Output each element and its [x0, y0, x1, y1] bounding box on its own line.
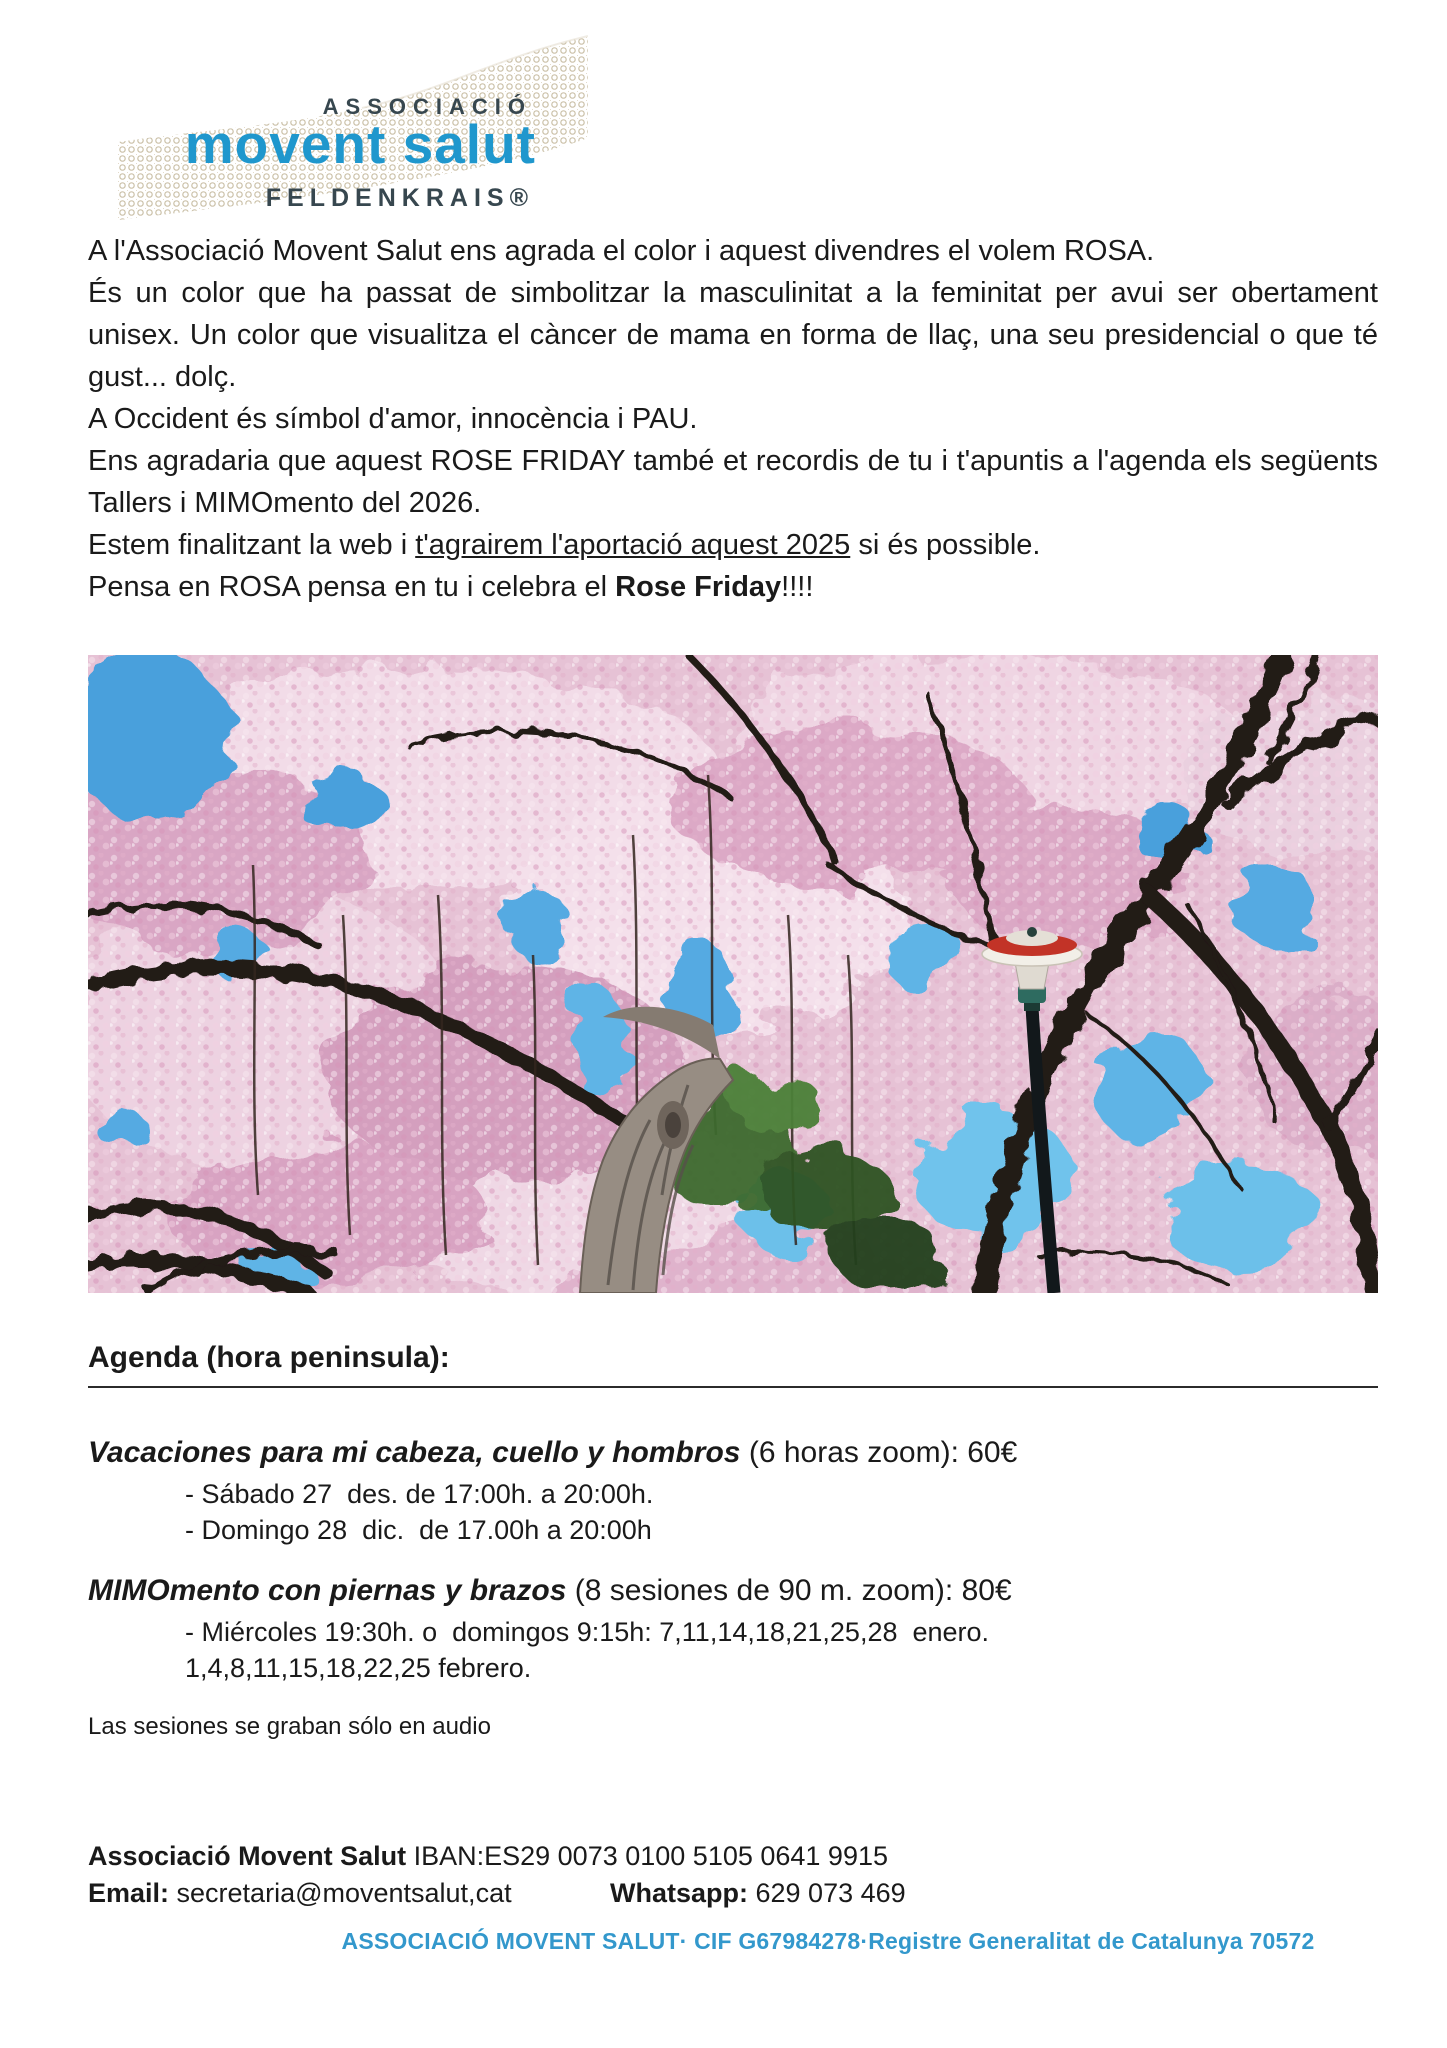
agenda-item-title: Vacaciones para mi cabeza, cuello y hombros [88, 1436, 741, 1469]
cherry-blossom-photo [88, 655, 1378, 1293]
agenda-item-title-line [88, 1434, 1378, 1472]
iban-line [88, 1838, 1378, 1875]
agenda-item-vacaciones [88, 1434, 1378, 1548]
intro-line-5-underlined: t'agrairem l'aportació aquest 2025 [415, 529, 851, 561]
schedule-line: - Miércoles 19:30h. o domingos 9:15h: 7,11,14,18,21,25,28 enero. [185, 1617, 990, 1647]
org-name: Associació Movent Salut [88, 1841, 407, 1871]
intro-line-6-post: !!!! [781, 571, 814, 603]
intro-line-6-pre: Pensa en ROSA pensa en tu i celebra el [88, 571, 616, 603]
intro-line-6 [88, 566, 1378, 608]
schedule-line: - Sábado 27 des. de 17:00h. a 20:00h. [185, 1479, 654, 1509]
intro-line-5 [88, 524, 1378, 566]
logo-association-text: ASSOCIACIÓ [322, 94, 532, 119]
whatsapp-value: 629 073 469 [748, 1878, 906, 1908]
intro-line-5-pre: Estem finalitzant la web i [88, 529, 416, 561]
schedule-line-february: 1,4,8,11,15,18,22,25 febrero. [185, 1653, 532, 1683]
agenda-heading: Agenda (hora peninsula): [88, 1340, 1378, 1388]
email-label: Email: [88, 1878, 170, 1908]
document-content [0, 28, 1447, 1955]
intro-line-2: És un color que ha passat de simbolitzar la masculinitat a la feminitat per avui ser obertament unisex. Un color que visualitza el càncer de mama en forma de llaç, una seu presidencial o que té gust... dolç. [88, 277, 1387, 393]
registry-footer: ASSOCIACIÓ MOVENT SALUT· CIF G67984278·Registre Generalitat de Catalunya 70572 [341, 1928, 1315, 1954]
movent-salut-logo [118, 28, 588, 220]
recording-note: Las sesiones se graban sólo en audio [88, 1713, 491, 1740]
whatsapp-label: Whatsapp: [610, 1878, 748, 1908]
intro-line-6-bold: Rose Friday [615, 571, 782, 603]
iban-value: IBAN:ES29 0073 0100 5105 0641 9915 [406, 1841, 888, 1871]
intro-line-3: A Occident és símbol d'amor, innocència i PAU. [88, 403, 698, 435]
cherry-blossom-photo-graphic [88, 655, 1378, 1293]
agenda-item-schedule [185, 1614, 1378, 1686]
schedule-line: - Domingo 28 dic. de 17.00h a 20:00h [185, 1515, 652, 1545]
agenda-item-title: MIMOmento con piernas y brazos [88, 1574, 567, 1607]
agenda-item-details: (6 horas zoom): 60€ [740, 1436, 1018, 1469]
logo-feldenkrais-text: FELDENKRAIS® [265, 184, 534, 212]
agenda-item-details: (8 sesiones de 90 m. zoom): 80€ [566, 1574, 1012, 1607]
email-value: secretaria@moventsalut,cat [169, 1878, 512, 1908]
intro-line-5-post: si és possible. [850, 529, 1041, 561]
agenda-item-schedule [185, 1476, 1378, 1548]
agenda-item-title-line [88, 1572, 1378, 1610]
contact-block [88, 1838, 1378, 1912]
intro-paragraphs [88, 230, 1387, 608]
intro-line-1: A l'Associació Movent Salut ens agrada el color i aquest divendres el volem ROSA. [88, 235, 1155, 267]
email-whatsapp-line [88, 1875, 1378, 1912]
whatsapp-block [610, 1875, 906, 1912]
logo-brand-text: movent salut [184, 113, 536, 175]
agenda-item-mimomento [88, 1572, 1378, 1686]
intro-line-4: Ens agradaria que aquest ROSE FRIDAY també et recordis de tu i t'apuntis a l'agenda els següents Tallers i MIMOmento del 2026. [88, 445, 1386, 519]
